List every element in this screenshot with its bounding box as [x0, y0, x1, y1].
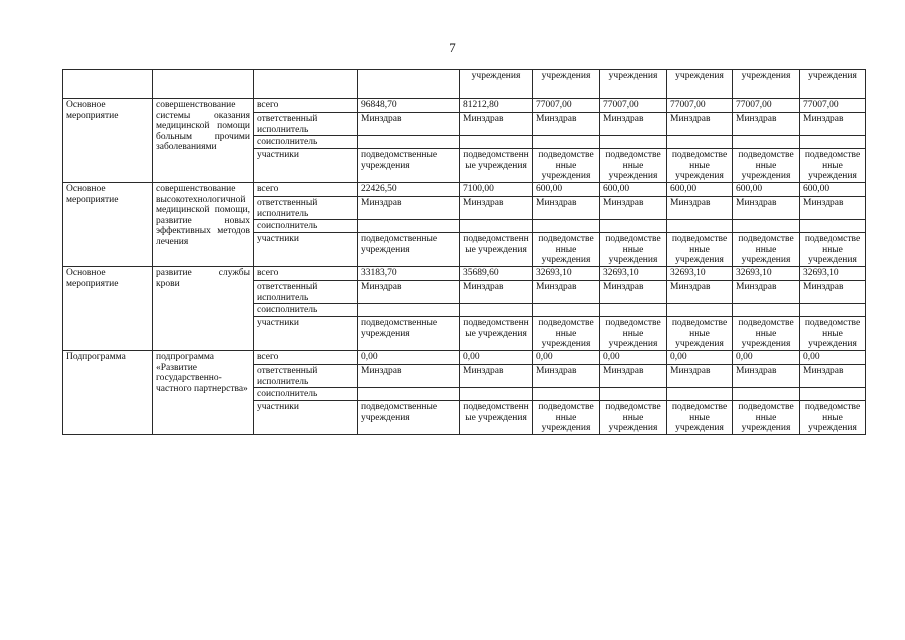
header-cell: учреждения: [600, 70, 667, 99]
value-cell: подведомственные учреждения: [600, 149, 667, 183]
value-cell: 600,00: [733, 183, 800, 197]
value-cell: [733, 304, 800, 317]
value-cell: 0,00: [800, 351, 866, 365]
table-header-row: [63, 70, 866, 99]
value-cell: подведомственные учреждения: [733, 149, 800, 183]
value-cell: 22426,50: [358, 183, 460, 197]
header-cell: [254, 70, 358, 99]
value-cell: Минздрав: [800, 113, 866, 136]
value-cell: [667, 220, 733, 233]
activity-name-cell: развитие службы крови: [153, 267, 254, 351]
value-cell: Минздрав: [733, 197, 800, 220]
value-cell: Минздрав: [460, 281, 533, 304]
value-cell: [667, 388, 733, 401]
value-cell: 96848,70: [358, 99, 460, 113]
value-cell: 77007,00: [733, 99, 800, 113]
row-label-cell: всего: [254, 351, 358, 365]
value-cell: Минздрав: [358, 365, 460, 388]
value-cell: подведомственные учреждения: [533, 317, 600, 351]
value-cell: [667, 136, 733, 149]
value-cell: [800, 304, 866, 317]
row-label-cell: участники: [254, 401, 358, 435]
value-cell: подведомственные учреждения: [358, 401, 460, 435]
value-cell: Минздрав: [667, 281, 733, 304]
value-cell: Минздрав: [533, 365, 600, 388]
value-cell: 600,00: [533, 183, 600, 197]
row-label-cell: соисполнитель: [254, 304, 358, 317]
value-cell: 0,00: [533, 351, 600, 365]
value-cell: подведомственные учреждения: [460, 233, 533, 267]
value-cell: 600,00: [600, 183, 667, 197]
header-cell: учреждения: [800, 70, 866, 99]
value-cell: Минздрав: [460, 365, 533, 388]
page-number: 7: [449, 40, 456, 55]
value-cell: 32693,10: [800, 267, 866, 281]
row-label-cell: соисполнитель: [254, 388, 358, 401]
table-row: [63, 351, 866, 365]
value-cell: [733, 388, 800, 401]
table-row: [63, 267, 866, 281]
value-cell: 77007,00: [600, 99, 667, 113]
row-label-cell: всего: [254, 267, 358, 281]
value-cell: [533, 136, 600, 149]
value-cell: подведомственные учреждения: [358, 149, 460, 183]
header-cell: [153, 70, 254, 99]
row-label-cell: участники: [254, 317, 358, 351]
header-cell: учреждения: [460, 70, 533, 99]
activity-type-cell: Подпрограмма: [63, 351, 153, 435]
header-cell: учреждения: [533, 70, 600, 99]
value-cell: 77007,00: [533, 99, 600, 113]
value-cell: 32693,10: [600, 267, 667, 281]
value-cell: подведомственные учреждения: [733, 401, 800, 435]
value-cell: подведомственные учреждения: [733, 317, 800, 351]
value-cell: 35689,60: [460, 267, 533, 281]
value-cell: Минздрав: [533, 113, 600, 136]
value-cell: [460, 388, 533, 401]
header-cell: [358, 70, 460, 99]
value-cell: подведомственные учреждения: [600, 317, 667, 351]
value-cell: [733, 220, 800, 233]
activity-name-cell: совершенствование системы оказания медицинской помощи больным прочими заболеваниями: [153, 99, 254, 183]
row-label-cell: соисполнитель: [254, 220, 358, 233]
table-row: [63, 183, 866, 197]
value-cell: 600,00: [800, 183, 866, 197]
value-cell: [600, 136, 667, 149]
value-cell: подведомственные учреждения: [800, 233, 866, 267]
value-cell: 600,00: [667, 183, 733, 197]
value-cell: Минздрав: [800, 365, 866, 388]
row-label-cell: участники: [254, 233, 358, 267]
value-cell: [600, 388, 667, 401]
value-cell: [533, 388, 600, 401]
value-cell: подведомственные учреждения: [533, 233, 600, 267]
value-cell: [600, 220, 667, 233]
value-cell: [667, 304, 733, 317]
value-cell: Минздрав: [667, 365, 733, 388]
value-cell: Минздрав: [460, 197, 533, 220]
value-cell: 32693,10: [667, 267, 733, 281]
value-cell: Минздрав: [667, 113, 733, 136]
value-cell: 0,00: [667, 351, 733, 365]
value-cell: подведомственные учреждения: [800, 401, 866, 435]
value-cell: Минздрав: [358, 281, 460, 304]
value-cell: 33183,70: [358, 267, 460, 281]
activity-type-cell: Основное мероприятие: [63, 99, 153, 183]
value-cell: [460, 136, 533, 149]
value-cell: Минздрав: [533, 197, 600, 220]
program-table: [62, 69, 866, 435]
value-cell: [533, 220, 600, 233]
value-cell: [800, 220, 866, 233]
value-cell: подведомственные учреждения: [667, 233, 733, 267]
value-cell: [460, 220, 533, 233]
value-cell: подведомственные учреждения: [800, 149, 866, 183]
table-row: [63, 99, 866, 113]
value-cell: [800, 136, 866, 149]
value-cell: подведомственные учреждения: [733, 233, 800, 267]
value-cell: Минздрав: [600, 197, 667, 220]
value-cell: [800, 388, 866, 401]
value-cell: 0,00: [733, 351, 800, 365]
value-cell: подведомственные учреждения: [667, 149, 733, 183]
value-cell: Минздрав: [358, 113, 460, 136]
value-cell: [460, 304, 533, 317]
activity-name-cell: подпрограмма «Развитие государственно-частного партнерства»: [153, 351, 254, 435]
row-label-cell: ответственный исполнитель: [254, 365, 358, 388]
value-cell: Минздрав: [733, 113, 800, 136]
activity-type-cell: Основное мероприятие: [63, 267, 153, 351]
value-cell: Минздрав: [600, 113, 667, 136]
value-cell: [358, 304, 460, 317]
value-cell: [533, 304, 600, 317]
value-cell: Минздрав: [600, 365, 667, 388]
row-label-cell: всего: [254, 99, 358, 113]
value-cell: 7100,00: [460, 183, 533, 197]
row-label-cell: участники: [254, 149, 358, 183]
row-label-cell: ответственный исполнитель: [254, 197, 358, 220]
value-cell: Минздрав: [600, 281, 667, 304]
value-cell: подведомственные учреждения: [358, 317, 460, 351]
value-cell: подведомственные учреждения: [800, 317, 866, 351]
value-cell: Минздрав: [358, 197, 460, 220]
value-cell: Минздрав: [800, 281, 866, 304]
value-cell: [358, 388, 460, 401]
value-cell: Минздрав: [733, 365, 800, 388]
activity-name-cell: совершенствование высокотехнологичной медицинской помощи, развитие новых эффективных методов лечения: [153, 183, 254, 267]
row-label-cell: ответственный исполнитель: [254, 113, 358, 136]
value-cell: 32693,10: [733, 267, 800, 281]
header-cell: учреждения: [733, 70, 800, 99]
value-cell: подведомственные учреждения: [667, 317, 733, 351]
value-cell: Минздрав: [460, 113, 533, 136]
row-label-cell: всего: [254, 183, 358, 197]
activity-type-cell: Основное мероприятие: [63, 183, 153, 267]
value-cell: подведомственные учреждения: [460, 401, 533, 435]
value-cell: подведомственные учреждения: [600, 233, 667, 267]
value-cell: 32693,10: [533, 267, 600, 281]
value-cell: Минздрав: [800, 197, 866, 220]
value-cell: 81212,80: [460, 99, 533, 113]
value-cell: подведомственные учреждения: [358, 233, 460, 267]
row-label-cell: ответственный исполнитель: [254, 281, 358, 304]
value-cell: подведомственные учреждения: [533, 149, 600, 183]
value-cell: Минздрав: [667, 197, 733, 220]
value-cell: подведомственные учреждения: [460, 317, 533, 351]
value-cell: 0,00: [600, 351, 667, 365]
value-cell: 77007,00: [667, 99, 733, 113]
value-cell: [358, 136, 460, 149]
value-cell: [600, 304, 667, 317]
value-cell: 0,00: [460, 351, 533, 365]
value-cell: подведомственные учреждения: [533, 401, 600, 435]
value-cell: подведомственные учреждения: [667, 401, 733, 435]
header-cell: [63, 70, 153, 99]
row-label-cell: соисполнитель: [254, 136, 358, 149]
value-cell: [358, 220, 460, 233]
header-cell: учреждения: [667, 70, 733, 99]
value-cell: [733, 136, 800, 149]
value-cell: 77007,00: [800, 99, 866, 113]
value-cell: 0,00: [358, 351, 460, 365]
value-cell: Минздрав: [533, 281, 600, 304]
value-cell: подведомственные учреждения: [460, 149, 533, 183]
value-cell: подведомственные учреждения: [600, 401, 667, 435]
value-cell: Минздрав: [733, 281, 800, 304]
